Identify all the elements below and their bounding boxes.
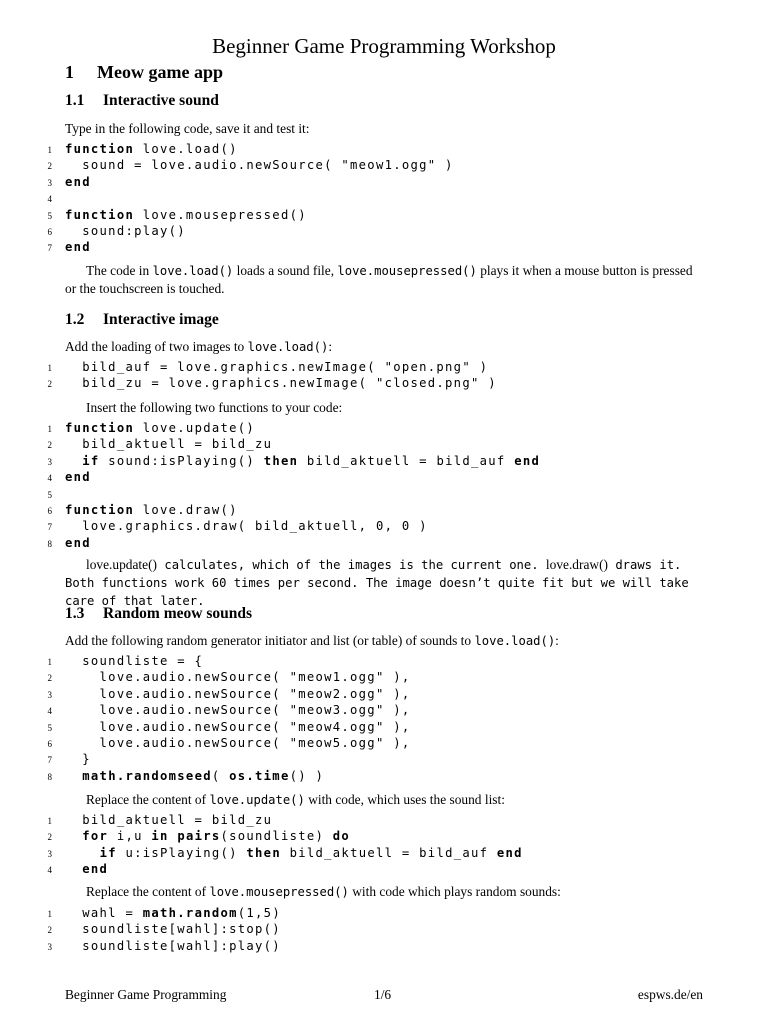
- code-text: love.graphics.draw( bild_aktuell, 0, 0 ): [65, 519, 428, 534]
- line-number: 5: [47, 210, 52, 221]
- section-number: 1: [65, 62, 74, 82]
- code-text: function love.load(): [65, 142, 238, 156]
- section-1-1-heading: [65, 92, 219, 110]
- code-text: }: [65, 752, 91, 767]
- code-text: function love.update(): [65, 421, 256, 435]
- paragraph: [65, 338, 705, 356]
- text-run: loads a sound file,: [233, 263, 338, 278]
- paragraph: Insert the following two functions to your code:: [86, 400, 343, 415]
- line-number: 6: [47, 738, 52, 749]
- section-title: Interactive image: [103, 311, 219, 328]
- text-run: love.draw(): [545, 557, 608, 572]
- line-number: 1: [47, 424, 52, 434]
- line-number: 4: [47, 865, 52, 876]
- text-run: Replace the content of: [86, 792, 210, 807]
- section-1-2-heading: [65, 311, 219, 329]
- line-number: 2: [47, 161, 52, 172]
- code-text: for i,u in pairs(soundliste) do: [82, 829, 351, 844]
- line-number: 4: [47, 473, 52, 484]
- section-title: Interactive sound: [103, 92, 219, 109]
- text-run: Add the following random generator initiator and list (or table) of sounds to: [65, 633, 475, 648]
- code-text: bild_aktuell = bild_zu: [65, 813, 273, 827]
- code-text: bild_auf = love.graphics.newImage( "open.png" ): [65, 360, 489, 374]
- code-text: love.audio.newSource( "meow4.ogg" ),: [65, 719, 411, 734]
- line-number: 6: [47, 505, 52, 516]
- inline-code: calculates, which of the images is the current one.: [157, 558, 546, 572]
- inline-code: love.update(): [209, 793, 305, 807]
- inline-code: love.load(): [474, 634, 556, 648]
- line-number: 1: [47, 657, 52, 667]
- line-number: 8: [47, 538, 52, 549]
- line-number: 8: [47, 771, 52, 782]
- code-text: sound:play(): [65, 223, 186, 238]
- line-number: 2: [47, 832, 52, 843]
- line-number: 7: [47, 243, 52, 254]
- line-number: 3: [47, 848, 52, 859]
- document-title: Beginner Game Programming Workshop: [212, 34, 556, 58]
- text-run: with code which plays random sounds:: [348, 884, 561, 899]
- line-number: 4: [47, 194, 52, 205]
- code-text: function love.mousepressed(): [65, 207, 307, 222]
- section-number: 1.3: [65, 605, 85, 622]
- section-title: Meow game app: [97, 62, 223, 82]
- code-text: end: [65, 470, 91, 485]
- footer-left-text: Beginner Game Programming: [65, 987, 227, 1002]
- code-text: bild_aktuell = bild_zu: [65, 437, 273, 452]
- line-number: 3: [47, 941, 52, 952]
- code-text: wahl = math.random(1,5): [65, 906, 281, 920]
- text-run: The code in: [86, 263, 153, 278]
- text-run: :: [328, 339, 333, 354]
- inline-code: love.mousepressed(): [337, 264, 477, 278]
- line-number: 3: [47, 456, 52, 467]
- section-title: Random meow sounds: [103, 605, 253, 622]
- paragraph: [65, 632, 705, 650]
- line-number: 2: [47, 379, 52, 390]
- code-text: end: [82, 862, 109, 877]
- line-number: 7: [47, 522, 52, 533]
- inline-code: love.load(): [152, 264, 234, 278]
- line-number: 5: [47, 722, 52, 733]
- text-run: Replace the content of: [86, 884, 210, 899]
- line-number: 2: [47, 925, 52, 936]
- code-text: love.audio.newSource( "meow2.ogg" ),: [65, 686, 411, 701]
- inline-code: love.mousepressed(): [209, 885, 349, 899]
- section-number: 1.1: [65, 92, 85, 109]
- code-text: love.audio.newSource( "meow3.ogg" ),: [65, 703, 411, 718]
- line-number: 3: [47, 177, 52, 188]
- code-text: love.audio.newSource( "meow1.ogg" ),: [65, 670, 411, 685]
- code-text: end: [65, 535, 91, 550]
- line-number: 1: [47, 909, 52, 919]
- paragraph: [65, 791, 705, 809]
- paragraph: [65, 262, 705, 297]
- paragraph: [65, 556, 705, 610]
- section-1-3-heading: [65, 605, 252, 623]
- code-text: sound = love.audio.newSource( "meow1.ogg" ): [65, 158, 454, 173]
- code-text: soundliste[wahl]:play(): [65, 938, 281, 953]
- text-run: plays it when a mouse button is pressed or the touchscreen is touched.: [65, 263, 693, 296]
- inline-code: love.load(): [247, 340, 329, 354]
- line-number: 2: [47, 440, 52, 451]
- code-text: bild_zu = love.graphics.newImage( "closed.png" ): [65, 376, 497, 391]
- line-number: 5: [47, 489, 52, 500]
- line-number: 4: [47, 706, 52, 717]
- line-number: 1: [47, 363, 52, 373]
- section-number: 1.2: [65, 311, 85, 328]
- text-run: love.update(): [86, 557, 158, 572]
- line-number: 1: [47, 145, 52, 155]
- code-text: function love.draw(): [65, 502, 238, 517]
- code-text: love.audio.newSource( "meow5.ogg" ),: [65, 735, 411, 750]
- line-number: 3: [47, 689, 52, 700]
- code-text: end: [65, 174, 91, 189]
- text-run: Add the loading of two images to: [65, 339, 248, 354]
- code-text: math.randomseed( os.time() ): [82, 768, 325, 783]
- section-1-heading: [65, 62, 223, 83]
- footer-url: espws.de/en: [637, 987, 703, 1002]
- code-text: if sound:isPlaying() then bild_aktuell = bild_auf end: [82, 453, 541, 468]
- page-number: 1/6: [374, 987, 392, 1002]
- line-number: 7: [47, 755, 52, 766]
- line-number: 6: [47, 226, 52, 237]
- code-text: soundliste = {: [65, 654, 204, 668]
- text-run: :: [555, 633, 559, 648]
- paragraph: Type in the following code, save it and test it:: [65, 121, 310, 136]
- line-number: 1: [47, 816, 52, 826]
- text-run: with code, which uses the sound list:: [304, 792, 505, 807]
- inline-code: draws it. Both functions work 60 times per second. The image doesn’t quite fit but we will take care of that later.: [65, 558, 689, 608]
- code-text: if u:isPlaying() then bild_aktuell = bild_auf end: [99, 845, 523, 860]
- code-text: end: [65, 240, 91, 255]
- paragraph: [65, 883, 705, 901]
- line-number: 2: [47, 673, 52, 684]
- code-text: soundliste[wahl]:stop(): [65, 922, 281, 937]
